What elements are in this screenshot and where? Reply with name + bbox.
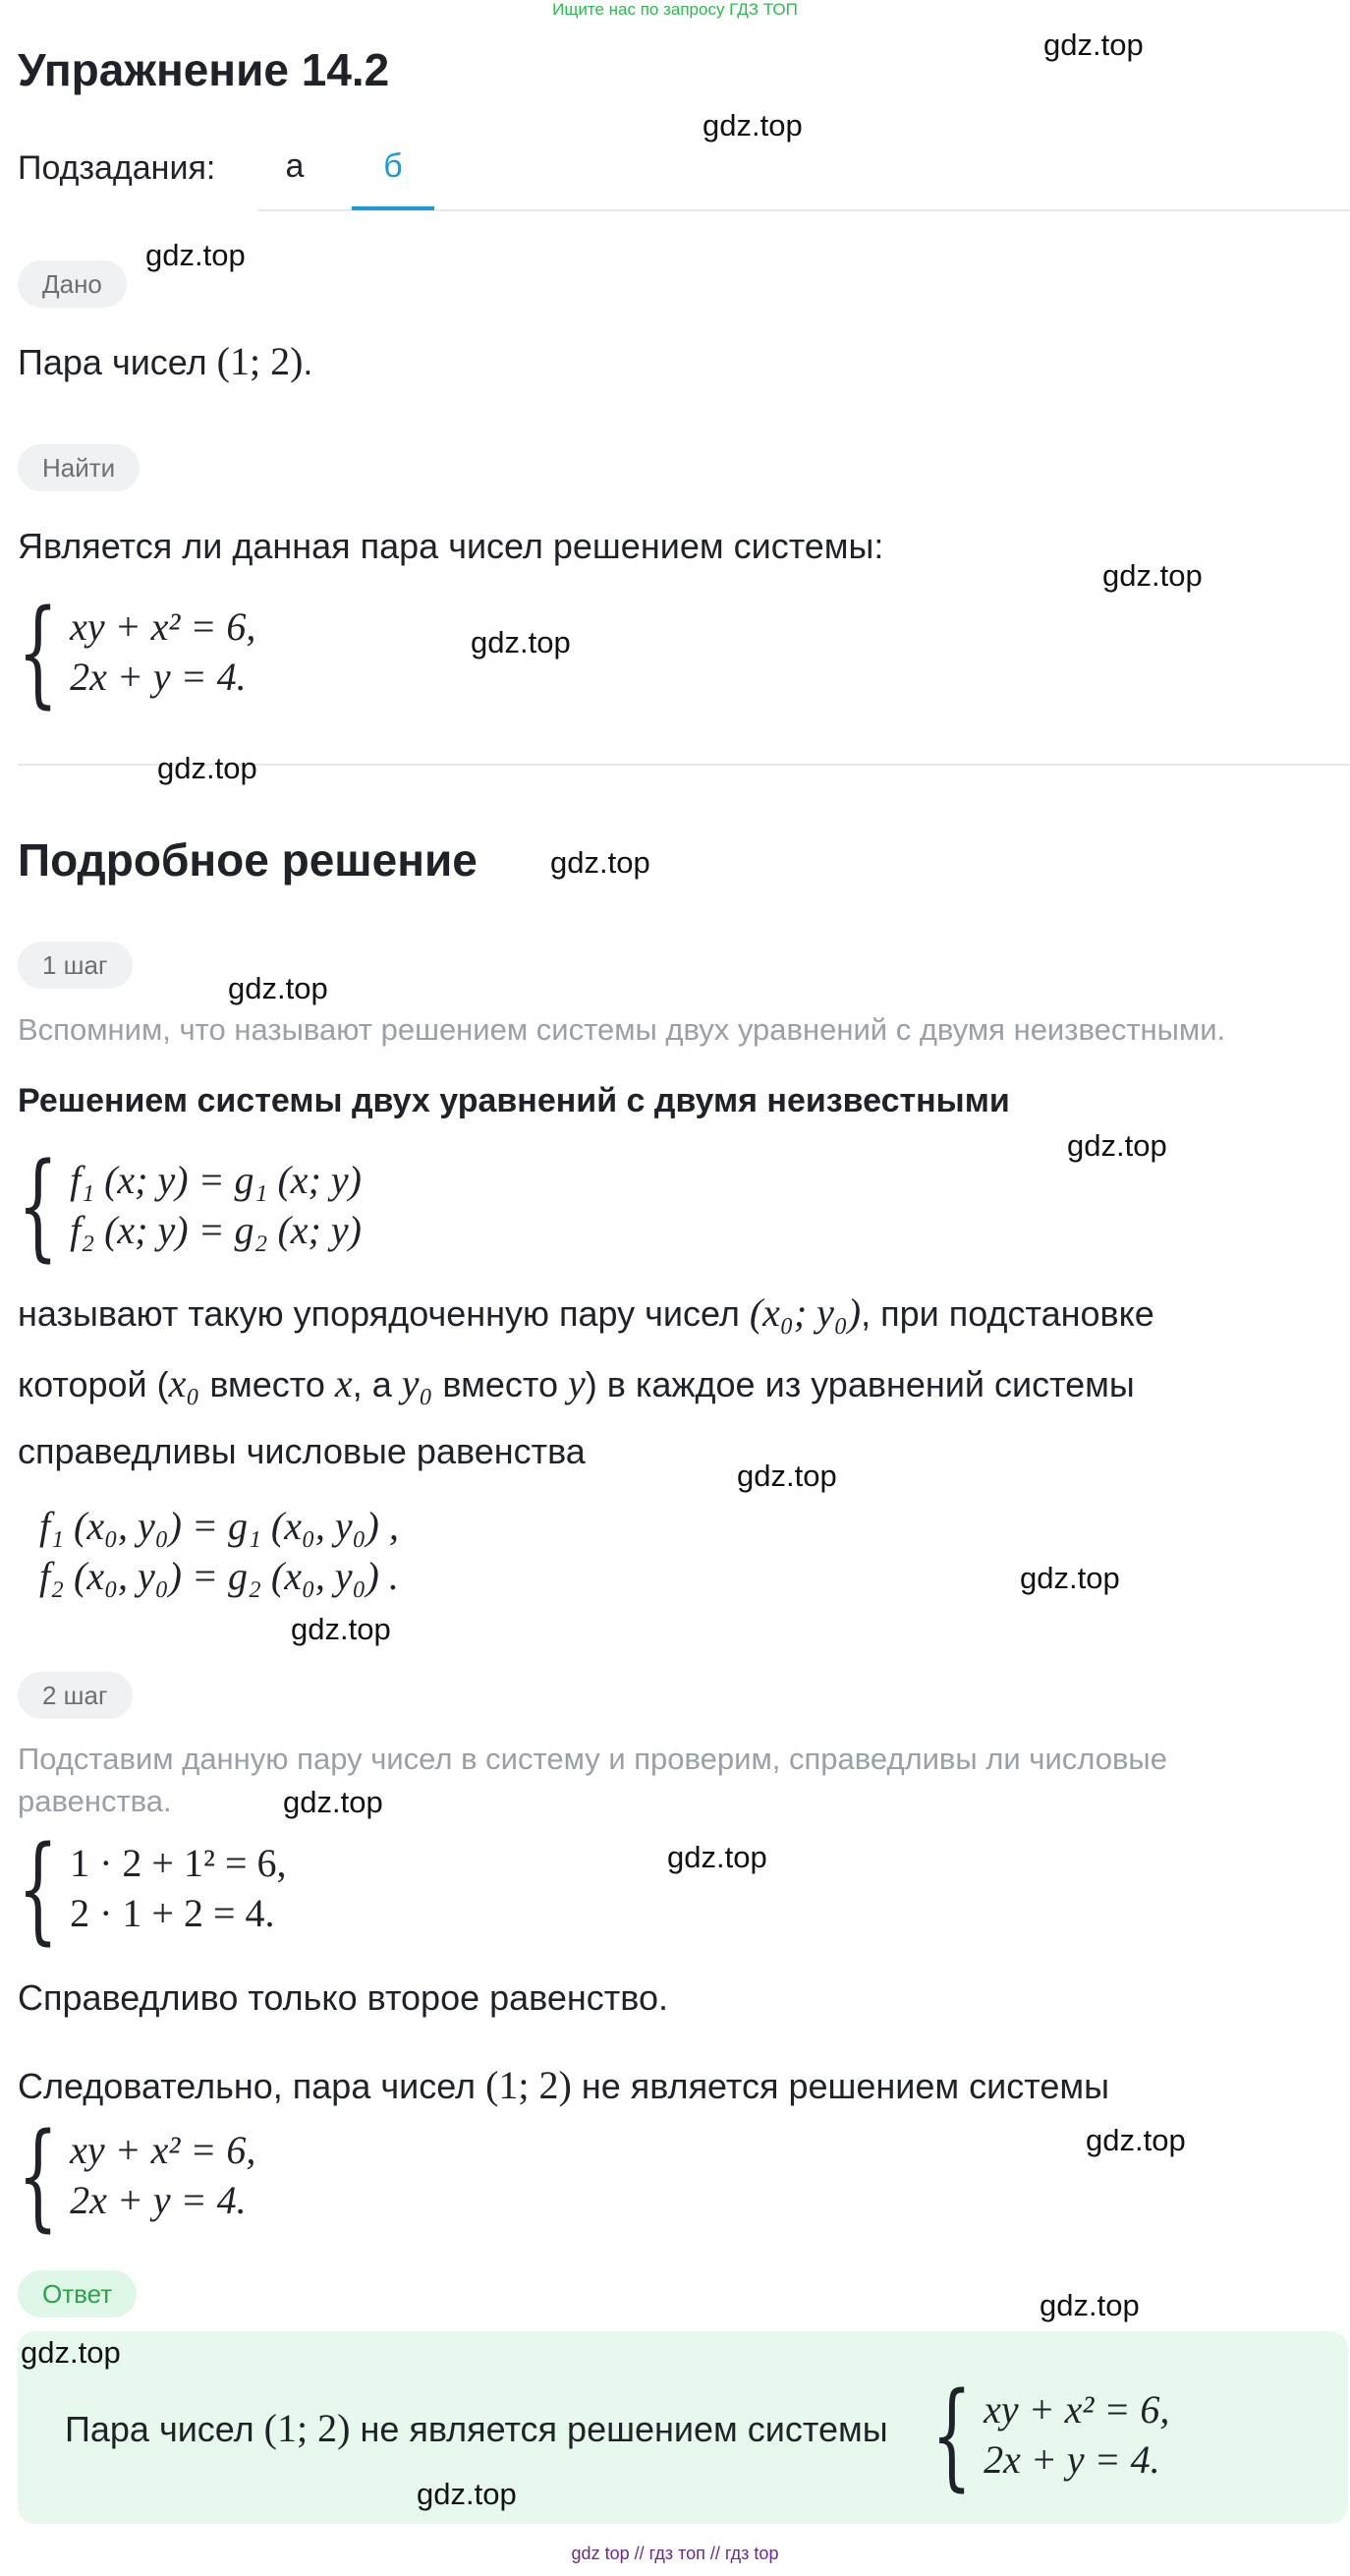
system-brace: { bbox=[18, 1137, 59, 1273]
equalities bbox=[39, 1501, 399, 1601]
definition-line-1 bbox=[18, 1289, 1154, 1336]
system-brace: { bbox=[931, 2367, 973, 2502]
watermark: gdz.top bbox=[1020, 1561, 1120, 1595]
system-brace: { bbox=[18, 2107, 59, 2243]
watermark: gdz.top bbox=[550, 845, 650, 880]
answer-system bbox=[931, 2367, 1170, 2502]
step2-hint-line-2: равенства. bbox=[18, 1784, 172, 1818]
watermark: gdz.top bbox=[1040, 2288, 1140, 2322]
equality-row: f₂ (x₀, y₀) = g₂ (x₀, y₀) . bbox=[39, 1554, 399, 1598]
watermark: gdz.top bbox=[21, 2335, 121, 2370]
watermark: gdz.top bbox=[1043, 28, 1144, 62]
answer-label: не является решением системы bbox=[360, 2409, 888, 2449]
find-badge: Найти bbox=[18, 444, 140, 491]
step2-hint-line-1: Подставим данную пару чисел в систему и проверим, справедливы ли числовые bbox=[18, 1742, 1167, 1776]
system-row: 2x + y = 4. bbox=[984, 2437, 1160, 2482]
page-title: Упражнение 14.2 bbox=[18, 44, 390, 95]
system-brace: { bbox=[18, 584, 59, 719]
definition-system bbox=[18, 1137, 362, 1273]
equality-row: f₁ (x₀, y₀) = g₁ (x₀, y₀) , bbox=[39, 1504, 399, 1548]
system-row: xy + x² = 6, bbox=[70, 2128, 256, 2172]
only-second-text: Справедливо только второе равенство. bbox=[18, 1977, 669, 2018]
system-brace: { bbox=[18, 1820, 59, 1956]
system-row: 2 · 1 + 2 = 4. bbox=[70, 1891, 275, 1935]
definition-text: , а bbox=[352, 1364, 402, 1404]
step1-hint: Вспомним, что называют решением системы двух уравнений с двумя неизвестными. bbox=[18, 1012, 1226, 1047]
definition-text: вместо bbox=[432, 1364, 568, 1404]
conclusion-label: не является решением системы bbox=[581, 2066, 1110, 2106]
watermark: gdz.top bbox=[283, 1785, 383, 1819]
given-badge: Дано bbox=[18, 260, 127, 308]
conclusion-pair: (1; 2) bbox=[485, 2063, 572, 2107]
solution-title: Подробное решение bbox=[18, 834, 478, 886]
given-text bbox=[18, 338, 312, 384]
subtasks-label: Подзадания: bbox=[18, 149, 216, 187]
conclusion-label: Следовательно, пара чисел bbox=[18, 2066, 477, 2106]
step2-badge: 2 шаг bbox=[18, 1672, 133, 1719]
top-banner[interactable]: Ищите нас по запросу ГДЗ ТОП bbox=[552, 0, 798, 19]
answer-text bbox=[65, 2405, 888, 2451]
watermark: gdz.top bbox=[291, 1612, 391, 1646]
math-y0: y₀ bbox=[401, 1361, 433, 1405]
pair-x0-y0: (x₀; y₀) bbox=[749, 1290, 862, 1335]
watermark: gdz.top bbox=[417, 2477, 517, 2511]
definition-title: Решением системы двух уравнений с двумя неизвестными bbox=[18, 1082, 1010, 1119]
definition-text: ) в каждое из уравнений системы bbox=[585, 1364, 1135, 1404]
definition-text: которой ( bbox=[18, 1364, 169, 1404]
tab-b[interactable]: б bbox=[383, 147, 403, 185]
system-row: 2x + y = 4. bbox=[70, 655, 247, 699]
watermark: gdz.top bbox=[471, 625, 571, 659]
definition-line-3: справедливы числовые равенства bbox=[18, 1431, 586, 1471]
watermark: gdz.top bbox=[737, 1459, 837, 1493]
substitution-system bbox=[18, 1820, 287, 1956]
definition-text: называют такую упорядоченную пару чисел bbox=[18, 1293, 740, 1334]
watermark: gdz.top bbox=[703, 108, 803, 143]
system-row: f₁ (x; y) = g₁ (x; y) bbox=[70, 1158, 362, 1202]
watermark: gdz.top bbox=[667, 1840, 767, 1874]
watermark: gdz.top bbox=[1102, 558, 1203, 593]
watermark: gdz.top bbox=[145, 238, 246, 272]
definition-text: вместо bbox=[199, 1364, 335, 1404]
given-label: Пара чисел bbox=[18, 342, 207, 382]
system-row: xy + x² = 6, bbox=[70, 604, 256, 649]
watermark: gdz.top bbox=[157, 751, 257, 785]
given-pair: (1; 2) bbox=[216, 339, 304, 383]
conclusion-text bbox=[18, 2062, 1109, 2108]
step1-badge: 1 шаг bbox=[18, 942, 133, 989]
system-row: 2x + y = 4. bbox=[70, 2178, 247, 2222]
answer-badge: Ответ bbox=[18, 2270, 137, 2318]
find-question: Является ли данная пара чисел решением системы: bbox=[18, 526, 884, 566]
given-end: . bbox=[303, 342, 313, 382]
active-tab-indicator bbox=[352, 206, 434, 210]
answer-label: Пара чисел bbox=[65, 2409, 254, 2449]
definition-line-2 bbox=[18, 1360, 1135, 1406]
math-x: x bbox=[334, 1361, 353, 1405]
definition-text: , при подстановке bbox=[861, 1293, 1154, 1334]
watermark: gdz.top bbox=[1086, 2123, 1186, 2157]
answer-pair: (1; 2) bbox=[263, 2406, 351, 2450]
system-row: 1 · 2 + 1² = 6, bbox=[70, 1841, 287, 1885]
tab-a[interactable]: а bbox=[285, 147, 305, 185]
math-x0: x₀ bbox=[168, 1361, 200, 1405]
system-row: f₂ (x; y) = g₂ (x; y) bbox=[70, 1208, 362, 1252]
math-y: y bbox=[568, 1361, 586, 1405]
watermark: gdz.top bbox=[1067, 1128, 1167, 1163]
conclusion-system bbox=[18, 2107, 256, 2243]
footer-links[interactable]: gdz top // гдз топ // гдз top bbox=[571, 2544, 779, 2563]
find-system bbox=[18, 584, 256, 719]
system-row: xy + x² = 6, bbox=[984, 2387, 1170, 2432]
watermark: gdz.top bbox=[228, 971, 328, 1005]
